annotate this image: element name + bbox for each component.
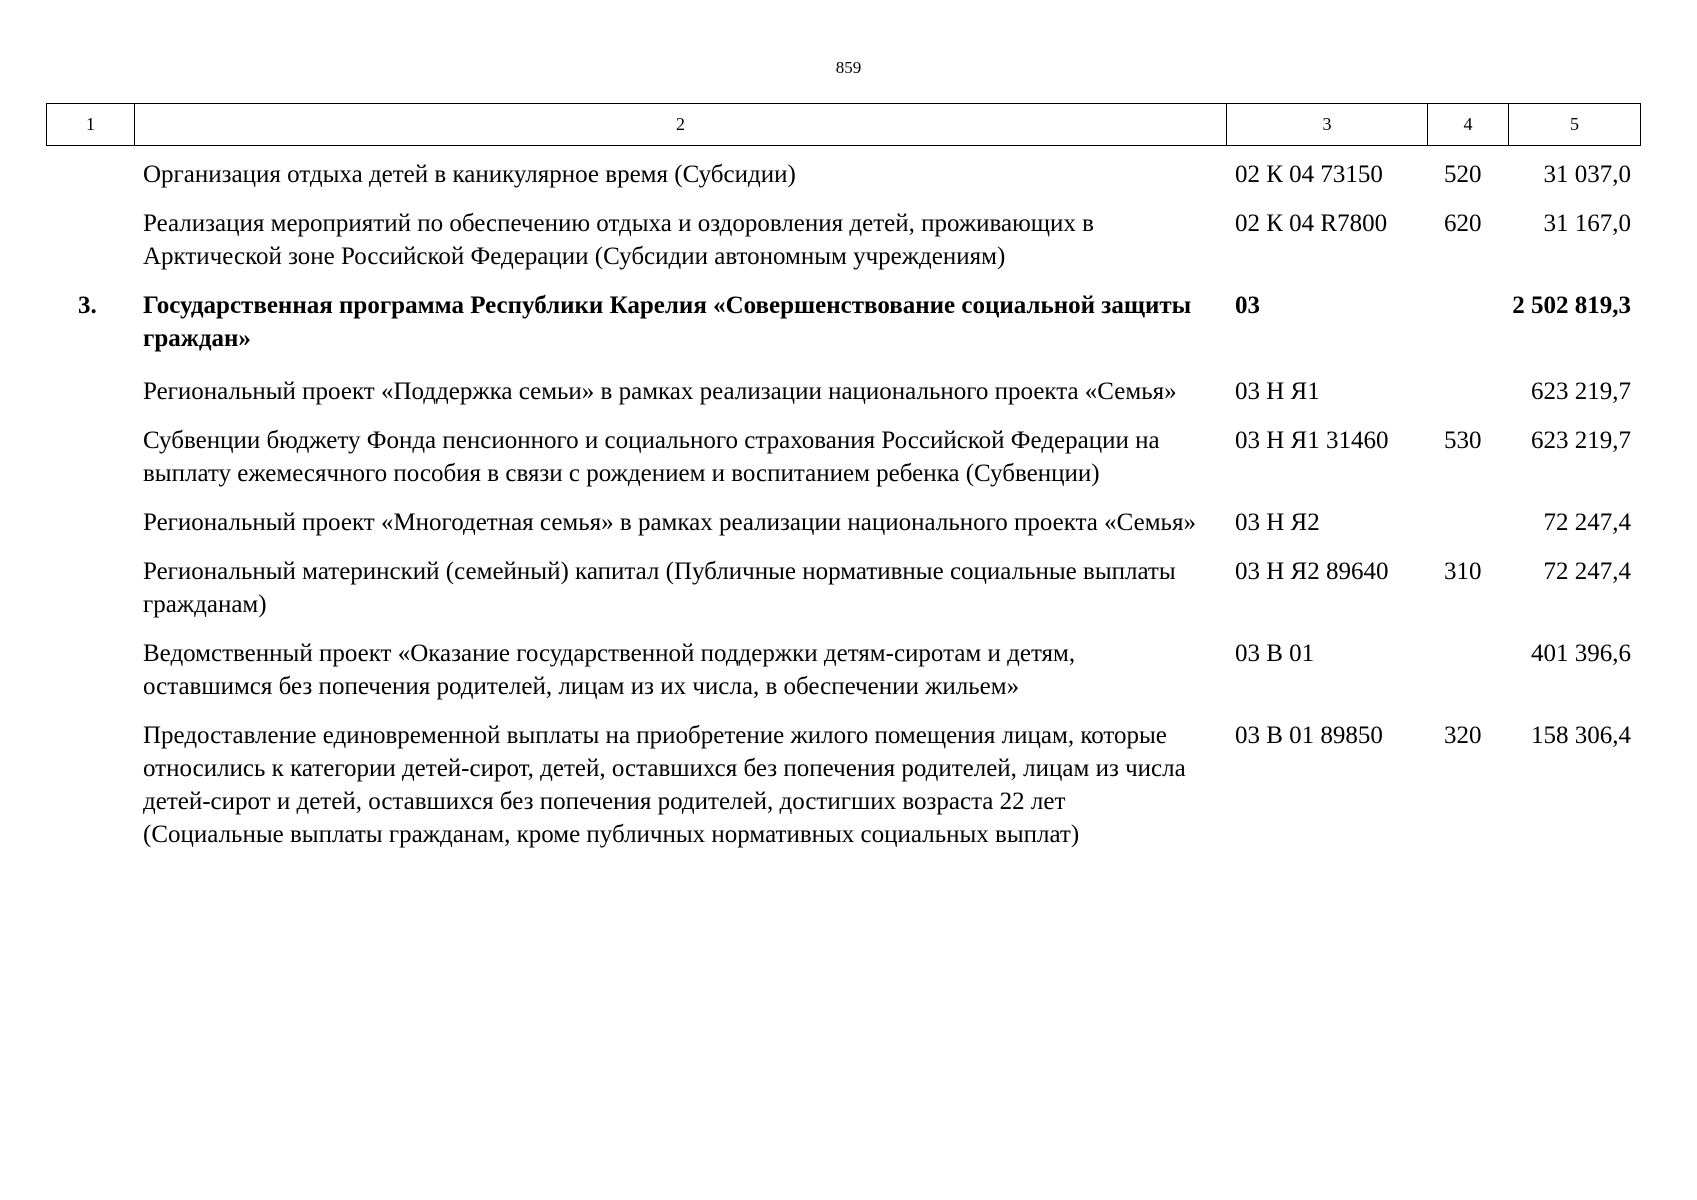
row-code: 03 Н Я2 <box>1235 509 1320 536</box>
row-description: Реализация мероприятий по обеспечению отдыха и оздоровления детей, проживающих в Арктической зоне Российской Федерации (Субсидии автономным учреждениям) <box>143 210 1094 270</box>
table-body <box>46 158 1640 867</box>
row-description: Государственная программа Республики Карелия «Совершенствование социальной защиты граждан» <box>143 292 1192 352</box>
row-expense-type <box>1427 637 1508 703</box>
row-description: Ведомственный проект «Оказание государственной поддержки детям-сиротам и детям, оставшимся без попечения родителей, лицам из их числа, в обеспечении жильем» <box>143 640 1076 700</box>
table-row <box>46 375 1640 408</box>
row-number <box>46 506 134 539</box>
row-description: Предоставление единовременной выплаты на приобретение жилого помещения лицам, которые относились к категории детей-сирот, детей, оставшихся без попечения родителей, лицам из числа детей-сирот и детей, оставшихся без попечения родителей, достигших возраста 22 лет (Социальные выплаты гражданам, кроме публичных нормативных социальных выплат) <box>143 722 1186 848</box>
row-code: 02 К 04 R7800 <box>1235 210 1388 237</box>
table-row <box>46 555 1640 621</box>
column-header-table <box>46 103 1641 146</box>
row-code: 03 <box>1235 292 1260 319</box>
row-code: 03 Н Я2 89640 <box>1235 558 1389 585</box>
column-header-3: 3 <box>1227 104 1428 146</box>
column-header-1: 1 <box>47 104 135 146</box>
row-number <box>46 158 134 191</box>
column-header-2: 2 <box>135 104 1227 146</box>
row-expense-type <box>1427 506 1508 539</box>
row-code: 02 К 04 73150 <box>1235 161 1383 188</box>
table-row <box>46 207 1640 273</box>
row-amount: 72 247,4 <box>1543 509 1631 536</box>
row-expense-type: 620 <box>1444 210 1482 237</box>
row-amount: 623 219,7 <box>1531 427 1631 454</box>
row-expense-type: 520 <box>1444 161 1482 188</box>
row-expense-type <box>1427 375 1508 408</box>
row-number <box>46 207 134 273</box>
row-expense-type: 310 <box>1444 558 1482 585</box>
row-expense-type: 320 <box>1444 722 1482 749</box>
row-description: Субвенции бюджету Фонда пенсионного и социального страхования Российской Федерации на выплату ежемесячного пособия в связи с рождением и воспитанием ребенка (Субвенции) <box>143 427 1160 487</box>
row-expense-type <box>1427 289 1508 355</box>
column-header-row <box>47 104 1641 146</box>
row-amount: 31 037,0 <box>1543 161 1631 188</box>
table-row <box>46 424 1640 490</box>
row-amount: 623 219,7 <box>1531 378 1631 405</box>
table-row <box>46 637 1640 703</box>
row-number <box>46 424 134 490</box>
column-header-5: 5 <box>1509 104 1641 146</box>
row-description: Организация отдыха детей в каникулярное время (Субсидии) <box>143 161 796 188</box>
row-number <box>46 375 134 408</box>
row-amount: 2 502 819,3 <box>1512 292 1631 319</box>
table-row <box>46 158 1640 191</box>
row-amount: 31 167,0 <box>1543 210 1631 237</box>
row-number <box>46 637 134 703</box>
row-number: 3. <box>78 292 97 319</box>
row-number <box>46 555 134 621</box>
column-header-4: 4 <box>1428 104 1509 146</box>
row-description: Региональный проект «Многодетная семья» в рамках реализации национального проекта «Семья» <box>143 509 1196 536</box>
row-code: 03 Н Я1 31460 <box>1235 427 1389 454</box>
row-amount: 401 396,6 <box>1531 640 1631 667</box>
table-row <box>46 506 1640 539</box>
row-amount: 158 306,4 <box>1531 722 1631 749</box>
row-description: Региональный проект «Поддержка семьи» в рамках реализации национального проекта «Семья» <box>143 378 1177 405</box>
row-expense-type: 530 <box>1444 427 1482 454</box>
page-number: 859 <box>835 58 862 77</box>
table-row <box>46 719 1640 851</box>
row-code: 03 В 01 <box>1235 640 1315 667</box>
row-code: 03 В 01 89850 <box>1235 722 1383 749</box>
table-row-program <box>46 289 1640 355</box>
row-code: 03 Н Я1 <box>1235 378 1320 405</box>
row-description: Региональный материнский (семейный) капитал (Публичные нормативные социальные выплаты гражданам) <box>143 558 1176 618</box>
row-number <box>46 719 134 851</box>
row-amount: 72 247,4 <box>1543 558 1631 585</box>
